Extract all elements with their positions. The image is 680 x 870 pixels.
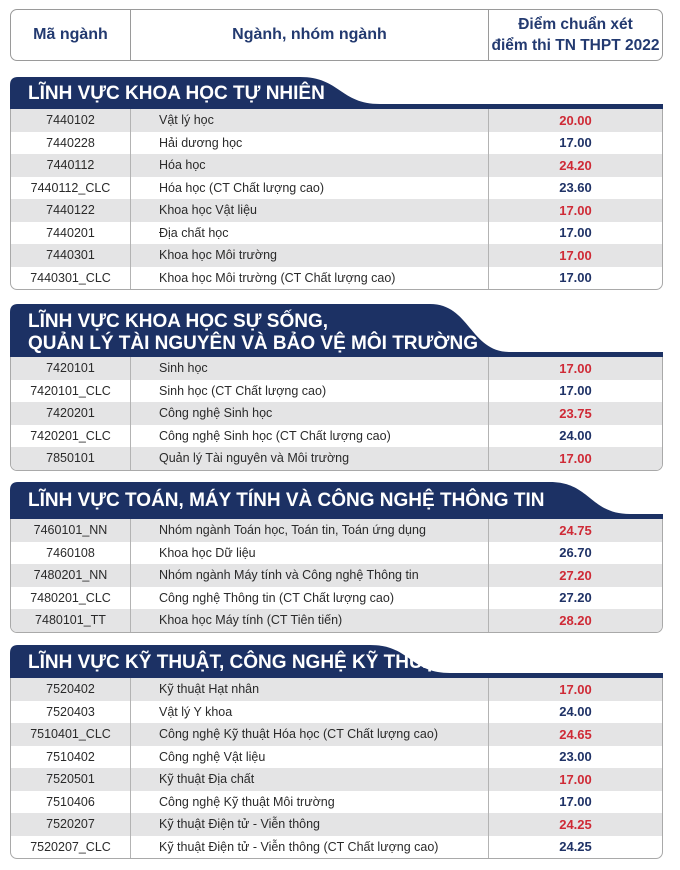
- table-row: [11, 425, 662, 448]
- program-score: 17.00: [559, 771, 592, 787]
- column-header-score: [489, 10, 662, 60]
- table-row: [11, 244, 662, 267]
- program-code: 7440301: [11, 244, 131, 267]
- program-score: 23.60: [559, 180, 592, 196]
- table-row: [11, 768, 662, 791]
- program-score: 28.20: [559, 612, 592, 628]
- table-row: [11, 723, 662, 746]
- table-row: [11, 609, 662, 632]
- program-score: 20.00: [559, 112, 592, 128]
- program-name: Công nghệ Sinh học (CT Chất lượng cao): [131, 425, 489, 448]
- section-title: LĨNH VỰC KHOA HỌC TỰ NHIÊN: [28, 83, 325, 104]
- table-row: [11, 199, 662, 222]
- program-name: Sinh học: [131, 357, 489, 380]
- program-name: Công nghệ Kỹ thuật Hóa học (CT Chất lượng cao): [131, 723, 489, 746]
- section-banner: [10, 304, 663, 357]
- table-row: [11, 701, 662, 724]
- program-code: 7520207: [11, 813, 131, 836]
- program-score: 17.00: [559, 450, 592, 466]
- program-code: 7520403: [11, 701, 131, 724]
- program-score: 17.00: [559, 794, 592, 810]
- program-score: 17.00: [559, 135, 592, 151]
- program-name: Khoa học Môi trường: [131, 244, 489, 267]
- program-name: Công nghệ Thông tin (CT Chất lượng cao): [131, 587, 489, 610]
- section-title: LĨNH VỰC KỸ THUẬT, CÔNG NGHỆ KỸ THUẬT: [28, 652, 449, 673]
- program-code: 7420101_CLC: [11, 380, 131, 403]
- section-title: LĨNH VỰC KHOA HỌC SỰ SỐNG,: [28, 311, 329, 332]
- program-score: 26.70: [559, 545, 592, 561]
- table-row: [11, 519, 662, 542]
- table-row: [11, 813, 662, 836]
- program-name: Hóa học: [131, 154, 489, 177]
- program-code: 7510401_CLC: [11, 723, 131, 746]
- program-code: 7510402: [11, 746, 131, 769]
- table-row: [11, 791, 662, 814]
- program-code: 7510406: [11, 791, 131, 814]
- program-score: 17.00: [559, 270, 592, 286]
- table-row: [11, 222, 662, 245]
- table-row: [11, 746, 662, 769]
- program-code: 7440102: [11, 109, 131, 132]
- program-code: 7520207_CLC: [11, 836, 131, 859]
- program-code: 7460101_NN: [11, 519, 131, 542]
- table-row: [11, 587, 662, 610]
- score-header-line1: Điểm chuẩn xét: [518, 16, 633, 33]
- table-row: [11, 380, 662, 403]
- table-row: [11, 836, 662, 859]
- program-name: Kỹ thuật Điện tử - Viễn thông: [131, 813, 489, 836]
- program-name: Nhóm ngành Máy tính và Công nghệ Thông tin: [131, 564, 489, 587]
- program-code: 7440201: [11, 222, 131, 245]
- table-row: [11, 154, 662, 177]
- program-name: Sinh học (CT Chất lượng cao): [131, 380, 489, 403]
- section-banner: [10, 645, 663, 678]
- section-2: [10, 304, 663, 466]
- table-header: [10, 9, 663, 61]
- column-header-name: Ngành, nhóm ngành: [131, 10, 489, 60]
- program-score: 17.00: [559, 225, 592, 241]
- program-score: 24.75: [559, 522, 592, 538]
- section-title: LĨNH VỰC TOÁN, MÁY TÍNH VÀ CÔNG NGHỆ THÔNG TIN: [28, 490, 545, 511]
- table-row: [11, 542, 662, 565]
- section-4: [10, 645, 663, 855]
- score-table: [10, 357, 663, 471]
- program-name: Kỹ thuật Hạt nhân: [131, 678, 489, 701]
- program-name: Công nghệ Sinh học: [131, 402, 489, 425]
- program-code: 7480201_NN: [11, 564, 131, 587]
- score-table: [10, 678, 663, 859]
- table-row: [11, 402, 662, 425]
- program-code: 7480101_TT: [11, 609, 131, 632]
- table-row: [11, 447, 662, 470]
- column-header-code: Mã ngành: [11, 10, 131, 60]
- program-code: 7440112: [11, 154, 131, 177]
- program-name: Vật lý Y khoa: [131, 701, 489, 724]
- table-row: [11, 267, 662, 290]
- program-code: 7440228: [11, 132, 131, 155]
- program-code: 7440112_CLC: [11, 177, 131, 200]
- program-name: Công nghệ Vật liệu: [131, 746, 489, 769]
- section-banner: [10, 77, 663, 109]
- program-name: Kỹ thuật Điện tử - Viễn thông (CT Chất lượng cao): [131, 836, 489, 859]
- table-row: [11, 177, 662, 200]
- table-row: [11, 678, 662, 701]
- program-name: Vật lý học: [131, 109, 489, 132]
- program-name: Khoa học Máy tính (CT Tiên tiến): [131, 609, 489, 632]
- program-code: 7460108: [11, 542, 131, 565]
- program-name: Hải dương học: [131, 132, 489, 155]
- program-code: 7440122: [11, 199, 131, 222]
- program-name: Nhóm ngành Toán học, Toán tin, Toán ứng dụng: [131, 519, 489, 542]
- program-code: 7440301_CLC: [11, 267, 131, 290]
- program-name: Hóa học (CT Chất lượng cao): [131, 177, 489, 200]
- score-table: [10, 109, 663, 290]
- program-score: 27.20: [559, 567, 592, 583]
- program-score: 17.00: [559, 360, 592, 376]
- table-row: [11, 109, 662, 132]
- program-code: 7850101: [11, 447, 131, 470]
- program-name: Khoa học Dữ liệu: [131, 542, 489, 565]
- table-row: [11, 564, 662, 587]
- program-score: 17.00: [559, 202, 592, 218]
- program-score: 17.00: [559, 247, 592, 263]
- table-row: [11, 132, 662, 155]
- program-score: 24.65: [559, 726, 592, 742]
- section-title: QUẢN LÝ TÀI NGUYÊN VÀ BẢO VỆ MÔI TRƯỜNG: [28, 333, 478, 354]
- program-score: 23.75: [559, 405, 592, 421]
- program-name: Khoa học Vật liệu: [131, 199, 489, 222]
- program-name: Công nghệ Kỹ thuật Môi trường: [131, 791, 489, 814]
- program-code: 7420201_CLC: [11, 425, 131, 448]
- program-score: 24.25: [559, 816, 592, 832]
- score-header-line2: điểm thi TN THPT 2022: [491, 37, 660, 54]
- program-score: 17.00: [559, 681, 592, 697]
- program-score: 24.20: [559, 157, 592, 173]
- section-banner: [10, 482, 663, 519]
- program-score: 24.00: [559, 704, 592, 720]
- program-name: Địa chất học: [131, 222, 489, 245]
- program-score: 17.00: [559, 383, 592, 399]
- program-code: 7520501: [11, 768, 131, 791]
- program-name: Kỹ thuật Địa chất: [131, 768, 489, 791]
- program-name: Khoa học Môi trường (CT Chất lượng cao): [131, 267, 489, 290]
- section-1: [10, 77, 663, 286]
- program-score: 24.00: [559, 428, 592, 444]
- program-code: 7480201_CLC: [11, 587, 131, 610]
- score-table: [10, 519, 663, 633]
- section-3: [10, 482, 663, 628]
- program-code: 7520402: [11, 678, 131, 701]
- program-score: 23.00: [559, 749, 592, 765]
- program-code: 7420201: [11, 402, 131, 425]
- program-name: Quản lý Tài nguyên và Môi trường: [131, 447, 489, 470]
- program-code: 7420101: [11, 357, 131, 380]
- table-row: [11, 357, 662, 380]
- program-score: 27.20: [559, 590, 592, 606]
- program-score: 24.25: [559, 839, 592, 855]
